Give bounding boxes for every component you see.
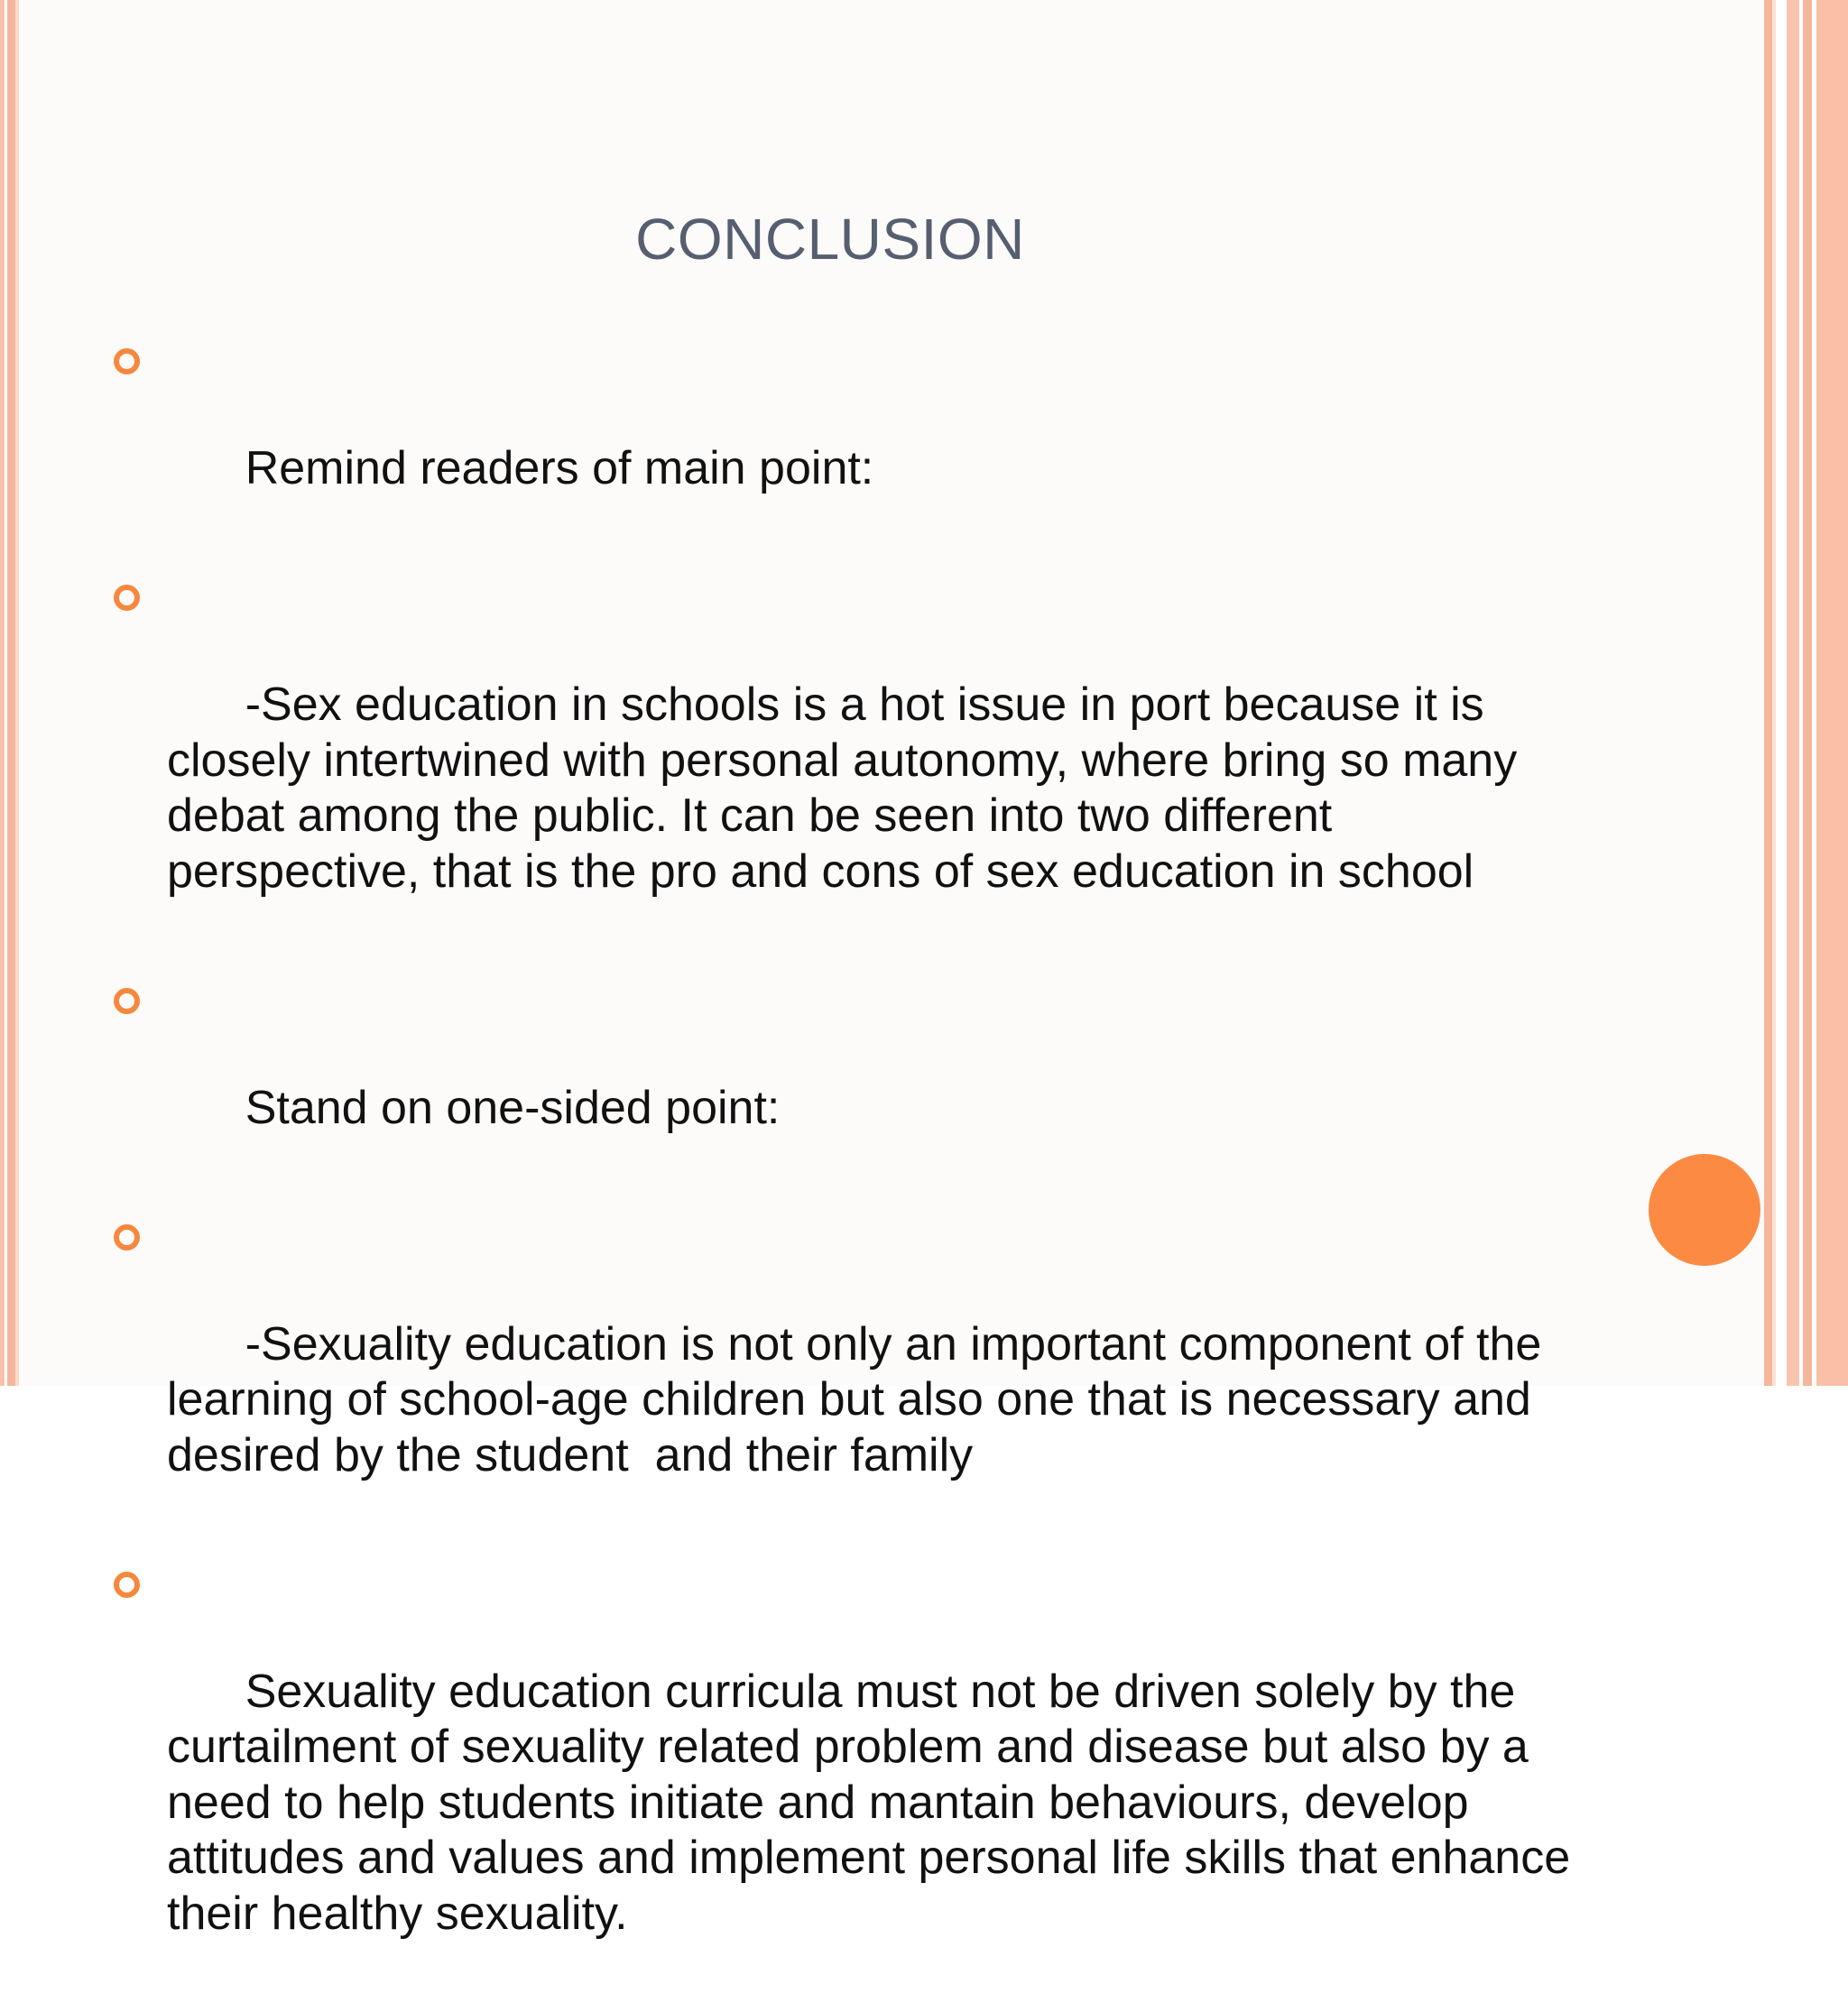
right-border-stripe [1764,0,1772,1386]
right-border-stripe [1776,0,1787,1386]
right-border-stripe [1803,0,1812,1386]
ring-bullet-icon [114,988,140,1014]
left-border-stripe [7,0,15,1386]
decorative-orange-circle [1649,1154,1760,1266]
bullet-text: -Sex education in schools is a hot issue in port because it is closely intertwined with personal autonomy, where bring so many debat among the public. It can be seen into two different perspective, that is the pro and cons of sex education in school [167,678,1530,898]
slide-title: CONCLUSION [635,207,1025,272]
bullet-list [108,330,1597,2012]
bullet-item [108,567,1597,955]
bullet-item [108,1554,1597,1998]
ring-bullet-icon [114,585,140,611]
bullet-item [108,970,1597,1192]
ring-bullet-icon [114,348,140,374]
right-border-stripe [1787,0,1799,1386]
ring-bullet-icon [114,1572,140,1598]
ring-bullet-icon [114,1224,140,1251]
bullet-text: Sexuality education curricula must not be driven solely by the curtailment of sexuality related problem and disease but also by a need to help students initiate and mantain behaviours, develop attitudes and values and implement personal life skills that enhance their healthy sexuality. [167,1665,1584,1940]
bullet-text: -Sexuality education is not only an important component of the learning of school-age children but also one that is necessary and desired by the student and their family [167,1317,1555,1481]
bullet-text: Remind readers of main point: [245,442,874,494]
bullet-text: Stand on one-sided point: [245,1081,781,1134]
left-border-stripe [15,0,19,1386]
bullet-item [108,330,1597,552]
bullet-item [108,1206,1597,1539]
right-border-stripe [1816,0,1848,1386]
